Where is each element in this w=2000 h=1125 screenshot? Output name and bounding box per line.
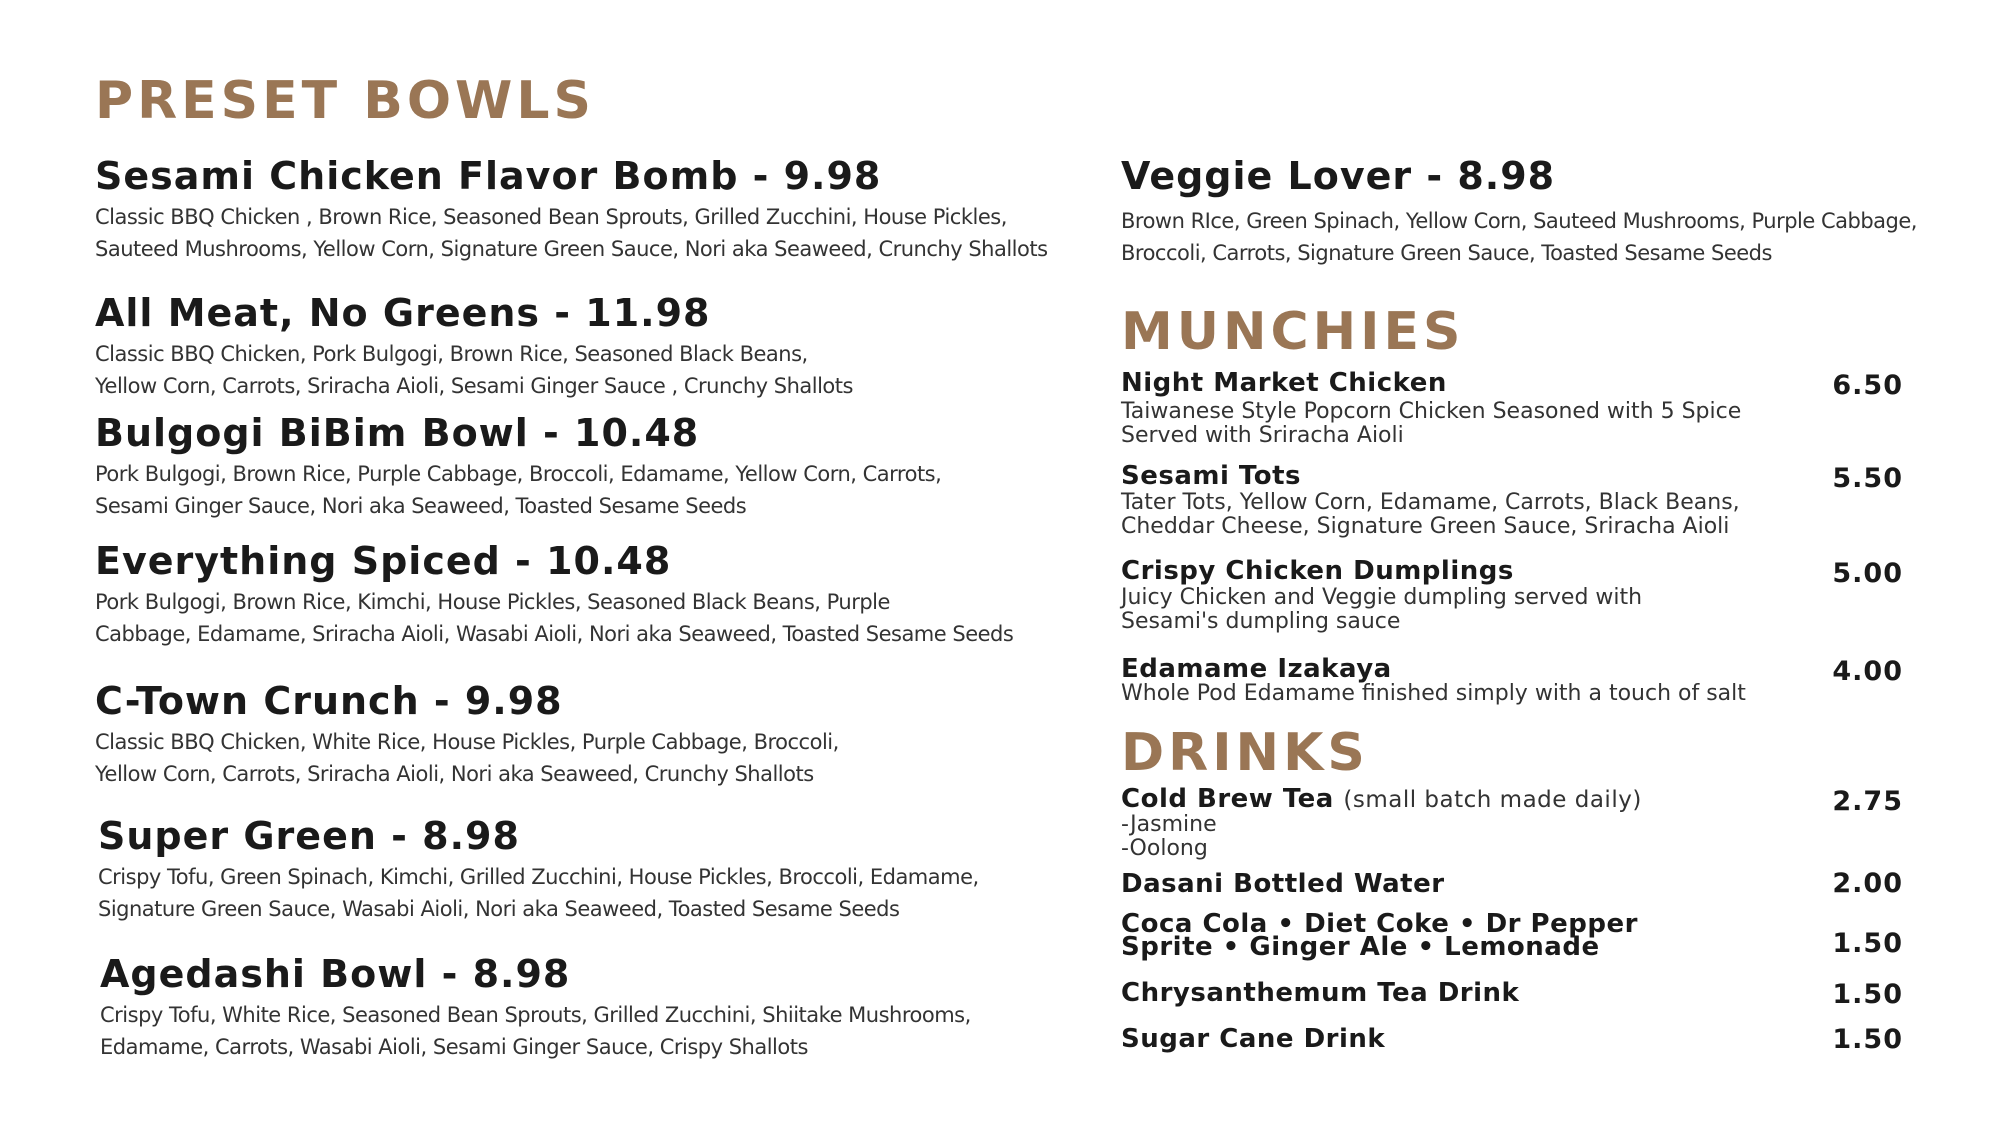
- menu-item-bowl: [95, 679, 839, 790]
- menu-item-drink: [1121, 909, 1903, 962]
- bowl-description-line: Pork Bulgogi, Brown Rice, Kimchi, House Pickles, Seasoned Black Beans, Purple: [95, 590, 890, 614]
- bowl-title: Everything Spiced - 10.48: [95, 539, 672, 583]
- menu-item-bowl: [95, 539, 1014, 650]
- section-title-munchies: MUNCHIES: [1121, 302, 1465, 362]
- item-price: 1.50: [1832, 928, 1903, 959]
- item-description-line: Served with Sriracha Aioli: [1121, 423, 1404, 448]
- bowl-description-line: Cabbage, Edamame, Sriracha Aioli, Wasabi Aioli, Nori aka Seaweed, Toasted Sesame Seeds: [95, 622, 1014, 646]
- bowl-title: Bulgogi BiBim Bowl - 10.48: [95, 411, 700, 455]
- bowl-description-line: Sauteed Mushrooms, Yellow Corn, Signature Green Sauce, Nori aka Seaweed, Crunchy Shallots: [95, 237, 1048, 261]
- item-price: 6.50: [1832, 370, 1903, 401]
- menu-item-drink: [1121, 786, 1903, 861]
- item-description-line: Sesami's dumpling sauce: [1121, 609, 1401, 634]
- section-title-drinks: DRINKS: [1121, 723, 1369, 783]
- item-name: Cold Brew Tea: [1121, 784, 1334, 814]
- item-description-line: Juicy Chicken and Veggie dumpling served with: [1121, 585, 1643, 610]
- item-name: Edamame Izakaya: [1121, 654, 1392, 684]
- item-name: Coca Cola • Diet Coke • Dr Pepper: [1121, 909, 1638, 939]
- menu-item-drink: [1121, 868, 1903, 899]
- menu-item-munchie: [1121, 656, 1903, 706]
- item-name: Sesami Tots: [1121, 461, 1301, 491]
- bowl-title: Veggie Lover - 8.98: [1121, 154, 1556, 198]
- bowl-description-line: Classic BBQ Chicken, Pork Bulgogi, Brown Rice, Seasoned Black Beans,: [95, 342, 808, 366]
- menu-item-bowl: [1121, 154, 1917, 269]
- item-price: 5.00: [1832, 558, 1903, 589]
- bowl-description-line: Crispy Tofu, White Rice, Seasoned Bean Sprouts, Grilled Zucchini, Shiitake Mushrooms,: [100, 1003, 971, 1027]
- bowl-description-line: Edamame, Carrots, Wasabi Aioli, Sesami Ginger Sauce, Crispy Shallots: [100, 1035, 808, 1059]
- menu-item-drink: [1121, 1024, 1903, 1055]
- menu-item-bowl: [95, 154, 1048, 265]
- bowl-title: C-Town Crunch - 9.98: [95, 679, 563, 723]
- item-price: 1.50: [1832, 1024, 1903, 1055]
- item-note: (small batch made daily): [1343, 787, 1642, 813]
- item-name: Sugar Cane Drink: [1121, 1024, 1386, 1054]
- bowl-title: Agedashi Bowl - 8.98: [100, 952, 571, 996]
- menu-item-drink: [1121, 978, 1903, 1010]
- item-description-line: Cheddar Cheese, Signature Green Sauce, Sriracha Aioli: [1121, 514, 1730, 539]
- item-name: Sprite • Ginger Ale • Lemonade: [1121, 932, 1600, 962]
- bowl-title: Sesami Chicken Flavor Bomb - 9.98: [95, 154, 882, 198]
- item-price: 2.75: [1832, 786, 1903, 817]
- bowl-description-line: Broccoli, Carrots, Signature Green Sauce, Toasted Sesame Seeds: [1121, 241, 1772, 265]
- bowl-description-line: Brown RIce, Green Spinach, Yellow Corn, Sauteed Mushrooms, Purple Cabbage,: [1121, 209, 1917, 233]
- bowl-description-line: Sesami Ginger Sauce, Nori aka Seaweed, Toasted Sesame Seeds: [95, 494, 747, 518]
- item-name: Night Market Chicken: [1121, 368, 1447, 398]
- menu-item-munchie: [1121, 558, 1903, 634]
- item-name: Chrysanthemum Tea Drink: [1121, 978, 1520, 1008]
- item-price: 5.50: [1832, 463, 1903, 494]
- item-description-line: Whole Pod Edamame finished simply with a touch of salt: [1121, 681, 1746, 706]
- bowl-description-line: Classic BBQ Chicken , Brown Rice, Seasoned Bean Sprouts, Grilled Zucchini, House Pickles,: [95, 205, 1007, 229]
- bowl-description-line: Pork Bulgogi, Brown Rice, Purple Cabbage, Broccoli, Edamame, Yellow Corn, Carrots,: [95, 462, 942, 486]
- item-price: 4.00: [1832, 656, 1903, 687]
- bowl-description-line: Crispy Tofu, Green Spinach, Kimchi, Grilled Zucchini, House Pickles, Broccoli, Edamame,: [98, 865, 979, 889]
- menu-item-bowl: [95, 291, 853, 402]
- bowl-description-line: Yellow Corn, Carrots, Sriracha Aioli, Nori aka Seaweed, Crunchy Shallots: [95, 762, 814, 786]
- item-name: Dasani Bottled Water: [1121, 869, 1445, 899]
- section-title-preset-bowls: PRESET BOWLS: [95, 71, 596, 131]
- item-price: 1.50: [1832, 979, 1903, 1010]
- menu-item-bowl: [100, 952, 971, 1063]
- menu-item-munchie: [1121, 463, 1903, 539]
- bowl-description-line: Classic BBQ Chicken, White Rice, House Pickles, Purple Cabbage, Broccoli,: [95, 730, 839, 754]
- bowl-description-line: Yellow Corn, Carrots, Sriracha Aioli, Sesami Ginger Sauce , Crunchy Shallots: [95, 374, 853, 398]
- drink-option: -Jasmine: [1121, 812, 1217, 837]
- menu-item-bowl: [98, 814, 979, 925]
- item-description-line: Tater Tots, Yellow Corn, Edamame, Carrots, Black Beans,: [1121, 490, 1740, 515]
- menu-item-munchie: [1121, 370, 1903, 448]
- drink-option: -Oolong: [1121, 836, 1208, 861]
- item-name: Crispy Chicken Dumplings: [1121, 556, 1514, 586]
- item-description-line: Taiwanese Style Popcorn Chicken Seasoned with 5 Spice: [1121, 399, 1742, 424]
- menu-item-bowl: [95, 411, 942, 522]
- bowl-description-line: Signature Green Sauce, Wasabi Aioli, Nori aka Seaweed, Toasted Sesame Seeds: [98, 897, 900, 921]
- bowl-title: Super Green - 8.98: [98, 814, 520, 858]
- item-price: 2.00: [1832, 868, 1903, 899]
- bowl-title: All Meat, No Greens - 11.98: [95, 291, 711, 335]
